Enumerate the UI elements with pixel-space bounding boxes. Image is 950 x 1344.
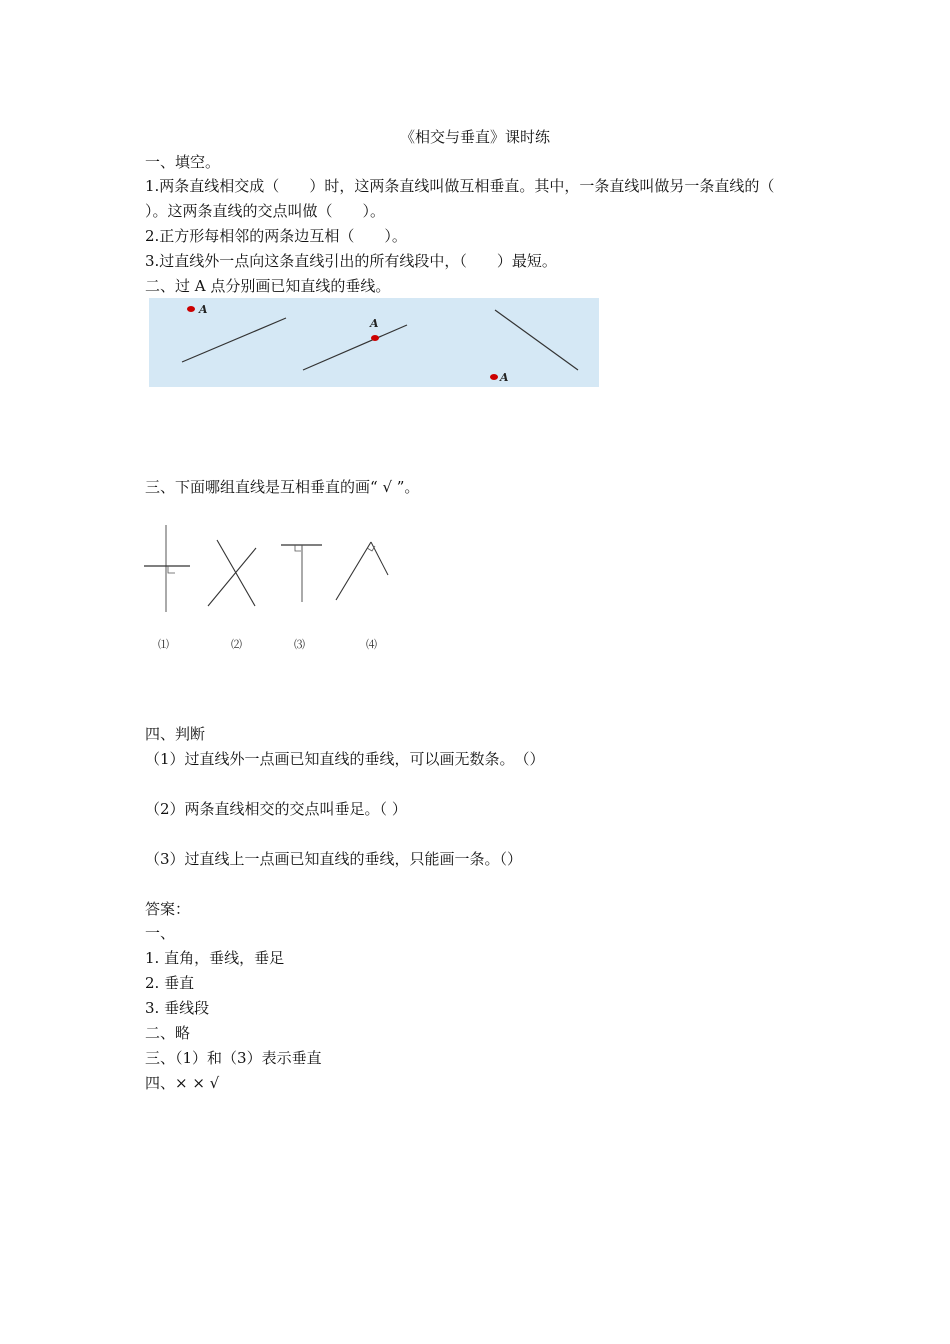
section3-heading: 三、下面哪组直线是互相垂直的画“ √ ”。 bbox=[145, 478, 420, 496]
answer-line-5: 二、略 bbox=[145, 1024, 191, 1042]
section4-heading: 四、判断 bbox=[145, 725, 206, 743]
pair-label-1: ⑴ bbox=[158, 638, 169, 651]
judgement-item-1: （1）过直线外一点画已知直线的垂线，可以画无数条。 （） bbox=[145, 750, 545, 768]
pair4-line-b bbox=[371, 542, 388, 575]
question-2: 2.正方形每相邻的两条边互相（ ）。 bbox=[145, 227, 407, 245]
answer-line-1: 一、 bbox=[145, 924, 176, 942]
answers-heading: 答案： bbox=[145, 900, 191, 918]
answer-line-7: 四、× × √ bbox=[145, 1074, 220, 1092]
pair-label-2: ⑵ bbox=[231, 638, 242, 651]
point-a-3 bbox=[490, 374, 498, 380]
pair4-line-a bbox=[336, 542, 371, 600]
point-a-1 bbox=[187, 306, 195, 312]
point-a-2 bbox=[371, 335, 379, 341]
pair3-right-angle-mark bbox=[295, 545, 301, 551]
judgement-item-2: （2）两条直线相交的交点叫垂足。（ ） bbox=[145, 800, 407, 818]
section1-heading: 一、填空。 bbox=[145, 153, 221, 171]
answer-line-2: 1. 直角，垂线，垂足 bbox=[145, 949, 285, 967]
point-a-label-2: A bbox=[370, 317, 379, 330]
answer-line-4: 3. 垂线段 bbox=[145, 999, 210, 1017]
pair-label-3: ⑶ bbox=[294, 638, 305, 651]
question-1-line-2: ）。这两条直线的交点叫做（ ）。 bbox=[145, 202, 386, 220]
question-3: 3.过直线外一点向这条直线引出的所有线段中，（ ）最短。 bbox=[145, 252, 557, 270]
judgement-item-3: （3）过直线上一点画已知直线的垂线，只能画一条。（） bbox=[145, 850, 523, 868]
answer-line-3: 2. 垂直 bbox=[145, 974, 195, 992]
pair1-right-angle-mark bbox=[168, 566, 175, 573]
point-a-label-1: A bbox=[199, 303, 208, 316]
question-1-line-1: 1.两条直线相交成（ ）时，这两条直线叫做互相垂直。其中，一条直线叫做另一条直线的（ bbox=[145, 177, 775, 195]
pair2-line-b bbox=[208, 548, 256, 606]
point-a-label-3: A bbox=[500, 371, 509, 384]
pair-label-4: ⑷ bbox=[366, 638, 377, 651]
given-line-1 bbox=[182, 318, 286, 362]
page-title: 《相交与垂直》课时练 bbox=[399, 128, 550, 146]
section2-heading: 二、过 A 点分别画已知直线的垂线。 bbox=[145, 277, 391, 295]
line-pairs-figure bbox=[140, 520, 400, 660]
given-line-3 bbox=[495, 310, 578, 370]
perpendicular-drawing-figure bbox=[149, 298, 599, 387]
given-line-2 bbox=[303, 325, 407, 370]
answer-line-6: 三、（1）和（3）表示垂直 bbox=[145, 1049, 322, 1067]
